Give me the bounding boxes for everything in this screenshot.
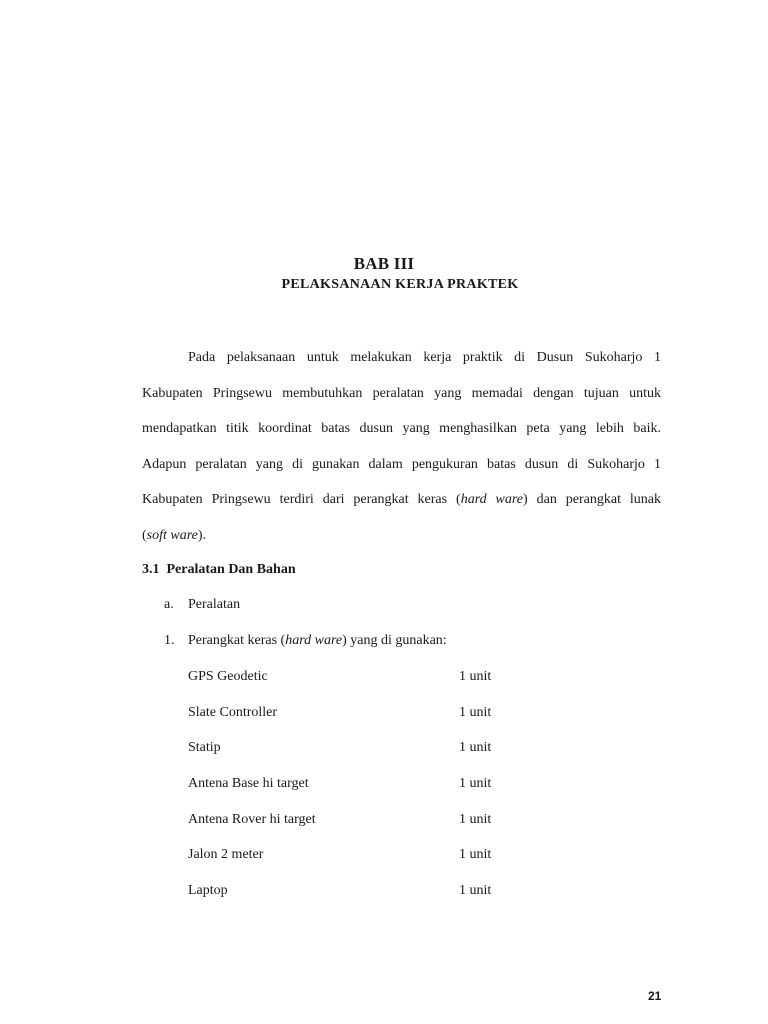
equipment-qty: 1 unit: [459, 776, 492, 791]
equipment-name: Statip: [188, 740, 221, 755]
intro-line-3: mendapatkan titik koordinat batas dusun yang menghasilkan peta yang lebih baik.: [142, 421, 661, 436]
intro-line-6-c: ).: [197, 528, 207, 543]
equipment-name: Antena Rover hi target: [188, 812, 316, 827]
chapter-subtitle: PELAKSANAAN KERJA PRAKTEK: [281, 277, 519, 292]
equipment-name: GPS Geodetic: [188, 669, 268, 684]
list-marker-1: 1.: [164, 633, 175, 648]
intro-line-1: Pada pelaksanaan untuk melakukan kerja praktik di Dusun Sukoharjo 1: [188, 350, 661, 365]
intro-line-6: [142, 526, 661, 546]
list-item-hardware: [188, 633, 447, 649]
intro-line-5: [142, 490, 661, 510]
intro-line-5-c: ) dan perangkat lunak: [523, 492, 661, 507]
list-item-peralatan: Peralatan: [188, 597, 241, 612]
equipment-name: Laptop: [188, 883, 228, 898]
equipment-qty: 1 unit: [459, 812, 492, 827]
equipment-qty: 1 unit: [459, 669, 492, 684]
page-number: 21: [648, 989, 662, 1003]
hardware-text-a: Perangkat keras (: [188, 633, 286, 648]
equipment-qty: 1 unit: [459, 740, 492, 755]
hardware-text-c: ) yang di gunakan:: [342, 633, 447, 648]
intro-line-4: Adapun peralatan yang di gunakan dalam pengukuran batas dusun di Sukoharjo 1: [142, 457, 661, 472]
intro-soft-ware: soft ware: [146, 528, 198, 543]
hardware-text-italic: hard ware: [285, 633, 343, 648]
intro-line-5-a: Kabupaten Pringsewu terdiri dari perangkat keras (: [142, 492, 461, 507]
section-heading: 3.1 Peralatan Dan Bahan: [142, 562, 296, 577]
equipment-qty: 1 unit: [459, 847, 492, 862]
equipment-name: Jalon 2 meter: [188, 847, 264, 862]
equipment-name: Slate Controller: [188, 705, 278, 720]
equipment-name: Antena Base hi target: [188, 776, 309, 791]
chapter-title: BAB III: [353, 254, 415, 273]
equipment-qty: 1 unit: [459, 705, 492, 720]
intro-hard-ware: hard ware: [460, 492, 524, 507]
list-marker-a: a.: [164, 597, 174, 612]
intro-line-2: Kabupaten Pringsewu membutuhkan peralatan yang memadai dengan tujuan untuk: [142, 386, 661, 401]
intro-line-6-a: (: [142, 528, 147, 543]
equipment-qty: 1 unit: [459, 883, 492, 898]
